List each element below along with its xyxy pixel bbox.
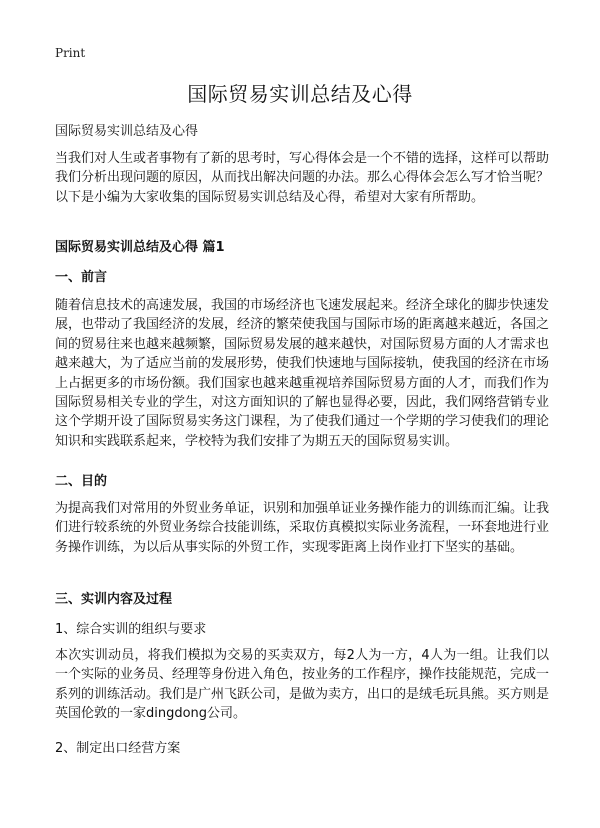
print-label: Print [55,46,86,60]
section-body-purpose: 为提高我们对常用的外贸业务单证，识别和加强单证业务操作能力的训练而汇编。让我们进行较系统的外贸业务综合技能训练，采取仿真模拟实际业务流程，一环套地进行业务操作训练，为以后从事实际的外贸工作，实现零距离上岗作业打下坚实的基础。 [55,501,550,555]
document-subtitle: 国际贸易实训总结及心得 [55,124,199,139]
article-heading: 国际贸易实训总结及心得 篇1 [55,240,225,255]
section-heading-content: 三、实训内容及过程 [55,592,173,607]
document-title: 国际贸易实训总结及心得 [187,82,413,106]
section-heading-preface: 一、前言 [55,270,108,285]
subsection-heading-organization: 1、综合实训的组织与要求 [55,622,207,637]
subsection-body-organization: 本次实训动员，将我们模拟为交易的买卖双方，每2人为一方，4人为一组。让我们以一个实际的业务员、经理等身份进入角色，按业务的工作程序，操作技能规范，完成一系列的训练活动。我们是广州飞跃公司，是做为卖方，出口的是绒毛玩具熊。买方则是英国伦敦的一家dingdong公司。 [55,648,550,722]
intro-paragraph: 当我们对人生或者事物有了新的思考时，写心得体会是一个不错的选择，这样可以帮助我们分析出现问题的原因，从而找出解决问题的办法。那么心得体会怎么写才恰当呢？以下是小编为大家收集的国际贸易实训总结及心得，希望对大家有所帮助。 [55,151,550,205]
section-heading-purpose: 二、目的 [55,474,108,489]
section-body-preface: 随着信息技术的高速发展，我国的市场经济也飞速发展起来。经济全球化的脚步快速发展，也带动了我国经济的发展，经济的繁荣使我国与国际市场的距离越来越近，各国之间的贸易往来也越来越频繁，国际贸易发展的越来越快，对国际贸易方面的人才需求也越来越大，为了适应当前的发展形势，使我们快速地与国际接轨，使我国的经济在市场上占据更多的市场份额。我们国家也越来越重视培养国际贸易方面的人才，而我们作为国际贸易相关专业的学生，对这方面知识的了解也显得必要，因此，我们网络营销专业这个学期开设了国际贸易实务这门课程，为了使我们通过一个学期的学习使我们的理论知识和实践联系起来，学校特为我们安排了为期五天的国际贸易实训。 [55,298,550,449]
subsection-heading-plan: 2、制定出口经营方案 [55,741,181,756]
